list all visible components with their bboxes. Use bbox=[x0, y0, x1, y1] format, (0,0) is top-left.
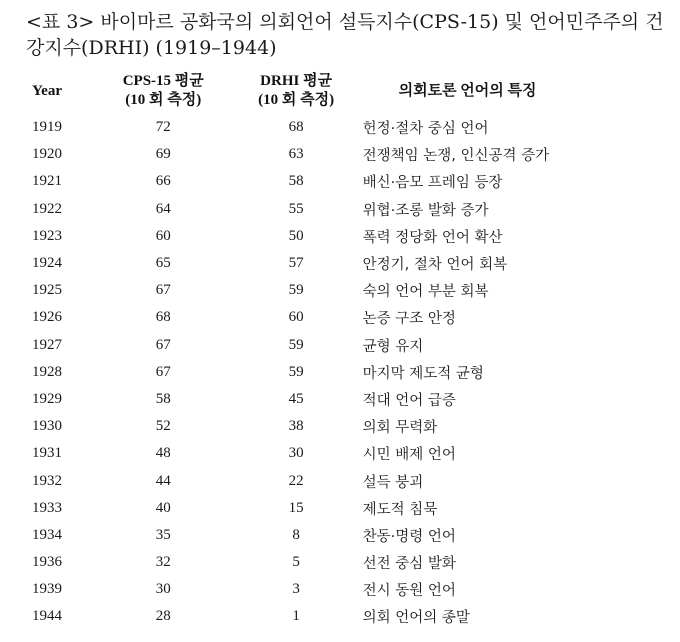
row-drhi: 1 bbox=[292, 608, 300, 625]
row-cps: 44 bbox=[155, 472, 171, 489]
row-year: 1922 bbox=[32, 200, 62, 217]
row-feature: 위협·조롱 발화 증가 bbox=[362, 202, 489, 219]
row-year: 1929 bbox=[32, 390, 62, 407]
row-feature: 적대 언어 급증 bbox=[362, 392, 456, 409]
row-year: 1939 bbox=[32, 581, 62, 598]
row-drhi: 63 bbox=[288, 146, 304, 163]
row-cps: 30 bbox=[155, 581, 171, 598]
table-header-row bbox=[24, 68, 680, 114]
row-feature: 의회 언어의 종말 bbox=[362, 610, 470, 627]
table-row bbox=[24, 304, 680, 331]
table-row bbox=[24, 467, 680, 494]
table-caption: <표 3> 바이마르 공화국의 의회언어 설득지수(CPS-15) 및 언어민주주의 건강지수(DRHI) (1919–1944) bbox=[26, 11, 664, 59]
table-row bbox=[24, 549, 680, 576]
row-drhi: 59 bbox=[288, 282, 304, 299]
row-drhi: 8 bbox=[292, 526, 300, 543]
table-row bbox=[24, 196, 680, 223]
row-year: 1936 bbox=[32, 554, 62, 571]
row-feature: 전시 동원 언어 bbox=[362, 583, 456, 600]
row-drhi: 57 bbox=[288, 255, 304, 272]
table-row bbox=[24, 386, 680, 413]
header-feature: 의회토론 언어의 특징 bbox=[398, 82, 537, 99]
row-cps: 48 bbox=[155, 445, 171, 462]
row-year: 1919 bbox=[32, 119, 62, 136]
row-year: 1926 bbox=[32, 309, 62, 326]
table-row bbox=[24, 223, 680, 250]
header-cps-note: (10 회 측정) bbox=[125, 92, 202, 108]
row-drhi: 30 bbox=[288, 445, 304, 462]
row-year: 1932 bbox=[32, 472, 62, 489]
row-year: 1944 bbox=[32, 608, 62, 625]
table-row bbox=[24, 250, 680, 277]
header-cps-title: CPS-15 평균 bbox=[122, 73, 204, 89]
row-drhi: 59 bbox=[288, 336, 304, 353]
table-row bbox=[24, 522, 680, 549]
row-feature: 배신·음모 프레임 등장 bbox=[362, 175, 503, 192]
row-feature: 선전 중심 발화 bbox=[362, 556, 456, 573]
table-row bbox=[24, 114, 680, 141]
table-row bbox=[24, 141, 680, 168]
row-feature: 균형 유지 bbox=[362, 338, 424, 355]
row-cps: 40 bbox=[155, 499, 171, 516]
row-drhi: 55 bbox=[288, 200, 304, 217]
row-drhi: 45 bbox=[288, 390, 304, 407]
row-drhi: 59 bbox=[288, 363, 304, 380]
row-drhi: 58 bbox=[288, 173, 304, 190]
row-year: 1921 bbox=[32, 173, 62, 190]
row-feature: 전쟁책임 논쟁, 인신공격 증가 bbox=[362, 148, 550, 165]
row-cps: 58 bbox=[155, 390, 171, 407]
row-year: 1934 bbox=[32, 526, 62, 543]
row-drhi: 5 bbox=[292, 554, 300, 571]
header-drhi-note: (10 회 측정) bbox=[258, 92, 335, 108]
row-cps: 60 bbox=[155, 227, 171, 244]
row-year: 1924 bbox=[32, 255, 62, 272]
row-cps: 32 bbox=[155, 554, 171, 571]
row-drhi: 68 bbox=[288, 119, 304, 136]
row-year: 1920 bbox=[32, 146, 62, 163]
row-cps: 72 bbox=[155, 119, 171, 136]
data-table bbox=[24, 68, 680, 631]
row-drhi: 38 bbox=[288, 418, 304, 435]
row-year: 1931 bbox=[32, 445, 62, 462]
table-row bbox=[24, 168, 680, 195]
row-year: 1925 bbox=[32, 282, 62, 299]
row-feature: 안정기, 절차 언어 회복 bbox=[362, 257, 508, 274]
table-row bbox=[24, 359, 680, 386]
row-drhi: 60 bbox=[288, 309, 304, 326]
row-feature: 설득 붕괴 bbox=[362, 474, 424, 491]
header-cps bbox=[97, 68, 230, 114]
row-cps: 67 bbox=[155, 336, 171, 353]
row-feature: 찬동·명령 언어 bbox=[362, 528, 456, 545]
table-row bbox=[24, 277, 680, 304]
row-year: 1923 bbox=[32, 227, 62, 244]
row-feature: 폭력 정당화 언어 확산 bbox=[362, 229, 503, 246]
row-drhi: 50 bbox=[288, 227, 304, 244]
row-feature: 의회 무력화 bbox=[362, 420, 438, 437]
row-cps: 64 bbox=[155, 200, 171, 217]
row-cps: 67 bbox=[155, 282, 171, 299]
table-row bbox=[24, 495, 680, 522]
row-year: 1933 bbox=[32, 499, 62, 516]
table-body bbox=[24, 114, 680, 631]
row-drhi: 3 bbox=[292, 581, 300, 598]
row-feature: 헌정·절차 중심 언어 bbox=[362, 121, 489, 138]
header-drhi bbox=[230, 68, 363, 114]
row-cps: 65 bbox=[155, 255, 171, 272]
table-row bbox=[24, 332, 680, 359]
row-year: 1927 bbox=[32, 336, 62, 353]
header-year: Year bbox=[32, 82, 62, 99]
header-drhi-title: DRHI 평균 bbox=[260, 73, 333, 89]
row-cps: 68 bbox=[155, 309, 171, 326]
row-feature: 시민 배제 언어 bbox=[362, 447, 456, 464]
row-drhi: 22 bbox=[288, 472, 304, 489]
row-feature: 논증 구조 안정 bbox=[362, 311, 456, 328]
table-row bbox=[24, 603, 680, 630]
row-cps: 28 bbox=[155, 608, 171, 625]
row-drhi: 15 bbox=[288, 499, 304, 516]
row-year: 1928 bbox=[32, 363, 62, 380]
row-cps: 67 bbox=[155, 363, 171, 380]
table-row bbox=[24, 440, 680, 467]
row-cps: 52 bbox=[155, 418, 171, 435]
row-feature: 숙의 언어 부분 회복 bbox=[362, 284, 489, 301]
row-cps: 35 bbox=[155, 526, 171, 543]
row-feature: 제도적 침묵 bbox=[362, 501, 438, 518]
table-row bbox=[24, 413, 680, 440]
row-cps: 66 bbox=[155, 173, 171, 190]
table-row bbox=[24, 576, 680, 603]
row-year: 1930 bbox=[32, 418, 62, 435]
row-cps: 69 bbox=[155, 146, 171, 163]
row-feature: 마지막 제도적 균형 bbox=[362, 365, 484, 382]
